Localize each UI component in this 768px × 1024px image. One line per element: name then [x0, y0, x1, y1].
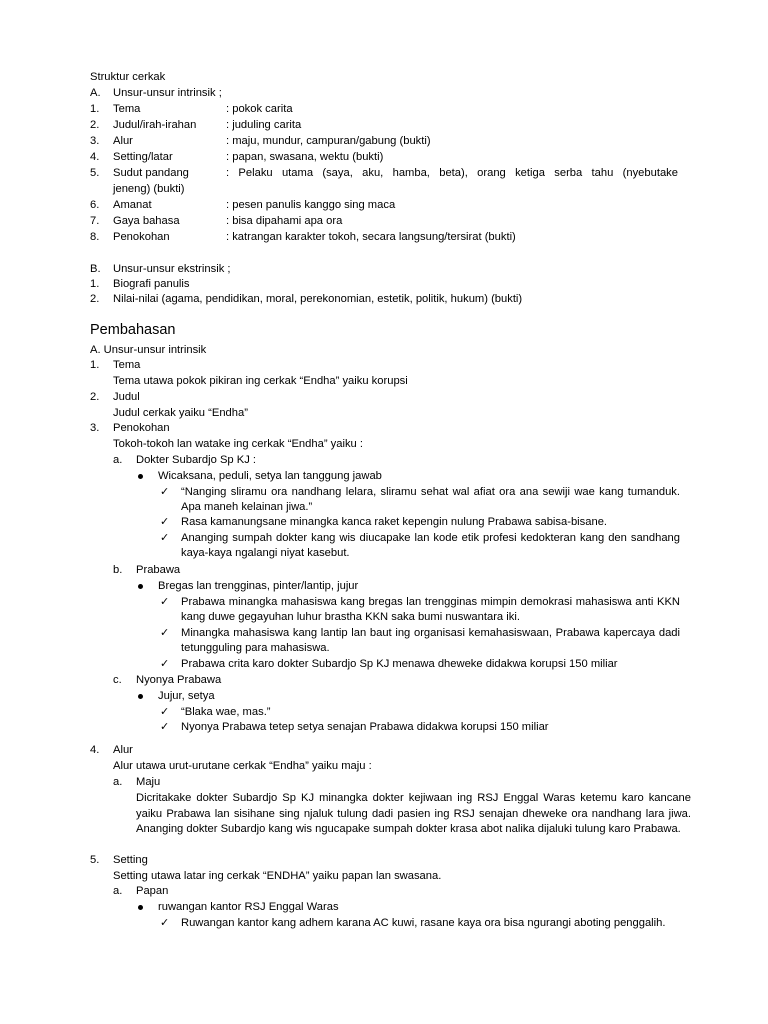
item-num: 3.: [90, 422, 100, 434]
item-num: 4.: [90, 744, 100, 756]
item-num: 2.: [90, 119, 100, 131]
tokoh-evidence: “Blaka wae, mas.”: [181, 706, 271, 718]
setting-label: Setting: [113, 854, 148, 866]
item-num: 5.: [90, 167, 100, 179]
item-num: 8.: [90, 231, 100, 243]
list-marker: B.: [90, 263, 101, 275]
check-mark-icon: ✓: [160, 516, 170, 528]
tokoh-letter: a.: [113, 454, 123, 466]
pembahasan-title: Pembahasan: [90, 322, 176, 338]
check-mark-icon: ✓: [160, 532, 170, 544]
check-mark-icon: ✓: [160, 917, 170, 929]
item-text: Biografi panulis: [113, 278, 190, 290]
setting-sub-letter: a.: [113, 885, 123, 897]
judul-text: Judul cerkak yaiku “Endha”: [113, 407, 248, 419]
check-mark-icon: ✓: [160, 706, 170, 718]
tokoh-trait: Jujur, setya: [158, 690, 215, 702]
item-num: 5.: [90, 854, 100, 866]
item-num: 2.: [90, 391, 100, 403]
tokoh-evidence: Prabawa minangka mahasiswa kang bregas lan trengginas mimpin demokrasi mahasiswa anti KKN kang duwe gegayuhan luhur brastha KKN saka bumi nuswantara iki.: [181, 596, 680, 623]
check-mark-icon: ✓: [160, 596, 170, 608]
item-num: 2.: [90, 293, 100, 305]
setting-text: Setting utawa latar ing cerkak “ENDHA” yaiku papan lan swasana.: [113, 870, 442, 882]
item-desc: : juduling carita: [226, 119, 302, 131]
alur-sub-label: Maju: [136, 776, 161, 788]
item-term: Sudut pandang: [113, 167, 189, 179]
list-marker: A.: [90, 87, 101, 99]
item-num: 1.: [90, 103, 100, 115]
item-num: 6.: [90, 199, 100, 211]
bullet-dot-icon: [138, 584, 143, 589]
item-desc: : bisa dipahami apa ora: [226, 215, 343, 227]
item-num: 3.: [90, 135, 100, 147]
item-desc: : pesen panulis kanggo sing maca: [226, 199, 396, 211]
tokoh-letter: b.: [113, 564, 123, 576]
check-mark-icon: ✓: [160, 658, 170, 670]
check-mark-icon: ✓: [160, 486, 170, 498]
alur-sub-text: Dicritakake dokter Subardjo Sp KJ minangka dokter kejiwaan ing RSJ Enggal Waras ketemu karo kancane yaiku Prabawa lan sisihane sing njaluk tulung dadi pasien ing RSJ senajan dheweke ora nandhang lara jiwa. Ananging dokter Subardjo kang wis ngucapake sumpah dokter krasa abot nalika dijaluki tulung karo Prabawa.: [136, 792, 691, 836]
penokohan-label: Penokohan: [113, 422, 170, 434]
tokoh-name: Dokter Subardjo Sp KJ :: [136, 454, 257, 466]
bullet-dot-icon: [138, 694, 143, 699]
tokoh-evidence: Minangka mahasiswa kang lantip lan baut ing organisasi kemahasiswaan, Prabawa kapercaya dadi tetungguling para mahasiswa.: [181, 627, 680, 654]
intrinsik-heading: Unsur-unsur intrinsik ;: [113, 87, 222, 99]
item-term: Tema: [113, 103, 141, 115]
tokoh-evidence: “Nanging sliramu ora nandhang lelara, sliramu sehat wal afiat ora ana sewiji wae kang tumanduk. Apa maneh kelainan jiwa.”: [181, 486, 680, 513]
alur-label: Alur: [113, 744, 133, 756]
tokoh-evidence: Nyonya Prabawa tetep setya senajan Prabawa didakwa korupsi 150 miliar: [181, 721, 549, 733]
section-a-heading: A. Unsur-unsur intrinsik: [90, 344, 207, 356]
item-desc: : Pelaku utama (saya, aku, hamba, beta), orang ketiga serba tahu (nyebutake: [226, 167, 678, 179]
alur-sub-letter: a.: [113, 776, 123, 788]
item-num: 1.: [90, 278, 100, 290]
check-mark-icon: ✓: [160, 721, 170, 733]
tema-text: Tema utawa pokok pikiran ing cerkak “Endha” yaiku korupsi: [113, 375, 408, 387]
tokoh-evidence: Ananging sumpah dokter kang wis diucapake lan kode etik profesi kedokteran kang den sandhang kaya-kaya ngalangi niyat kasebut.: [181, 532, 680, 559]
setting-evidence: Ruwangan kantor kang adhem karana AC kuwi, rasane kaya ora bisa ngurangi aboting penggalih.: [181, 917, 666, 929]
item-desc: : pokok carita: [226, 103, 293, 115]
item-term: Penokohan: [113, 231, 170, 243]
tokoh-letter: c.: [113, 674, 122, 686]
item-term: Alur: [113, 135, 133, 147]
penokohan-text: Tokoh-tokoh lan watake ing cerkak “Endha” yaiku :: [113, 438, 363, 450]
judul-label: Judul: [113, 391, 140, 403]
item-desc-continued: jeneng) (bukti): [113, 183, 185, 195]
alur-text: Alur utawa urut-urutane cerkak “Endha” yaiku maju :: [113, 760, 372, 772]
item-term: Judul/irah-irahan: [113, 119, 197, 131]
item-desc: : maju, mundur, campuran/gabung (bukti): [226, 135, 431, 147]
item-num: 7.: [90, 215, 100, 227]
tokoh-trait: Wicaksana, peduli, setya lan tanggung jawab: [158, 470, 382, 482]
setting-bullet: ruwangan kantor RSJ Enggal Waras: [158, 901, 339, 913]
item-text: Nilai-nilai (agama, pendidikan, moral, perekonomian, estetik, politik, hukum) (bukti): [113, 293, 523, 305]
tokoh-trait: Bregas lan trengginas, pinter/lantip, jujur: [158, 580, 359, 592]
tema-label: Tema: [113, 359, 141, 371]
tokoh-evidence: Rasa kamanungsane minangka kanca raket kepengin nulung Prabawa sabisa-bisane.: [181, 516, 608, 528]
item-term: Amanat: [113, 199, 152, 211]
check-mark-icon: ✓: [160, 627, 170, 639]
tokoh-evidence: Prabawa crita karo dokter Subardjo Sp KJ menawa dheweke didakwa korupsi 150 miliar: [181, 658, 618, 670]
setting-sub-label: Papan: [136, 885, 169, 897]
item-num: 1.: [90, 359, 100, 371]
item-term: Setting/latar: [113, 151, 173, 163]
item-term: Gaya bahasa: [113, 215, 180, 227]
bullet-dot-icon: [138, 905, 143, 910]
ekstrinsik-heading: Unsur-unsur ekstrinsik ;: [113, 263, 231, 275]
tokoh-name: Prabawa: [136, 564, 181, 576]
tokoh-name: Nyonya Prabawa: [136, 674, 222, 686]
item-desc: : katrangan karakter tokoh, secara langsung/tersirat (bukti): [226, 231, 516, 243]
item-num: 4.: [90, 151, 100, 163]
bullet-dot-icon: [138, 474, 143, 479]
struktur-title: Struktur cerkak: [90, 71, 166, 83]
item-desc: : papan, swasana, wektu (bukti): [226, 151, 384, 163]
